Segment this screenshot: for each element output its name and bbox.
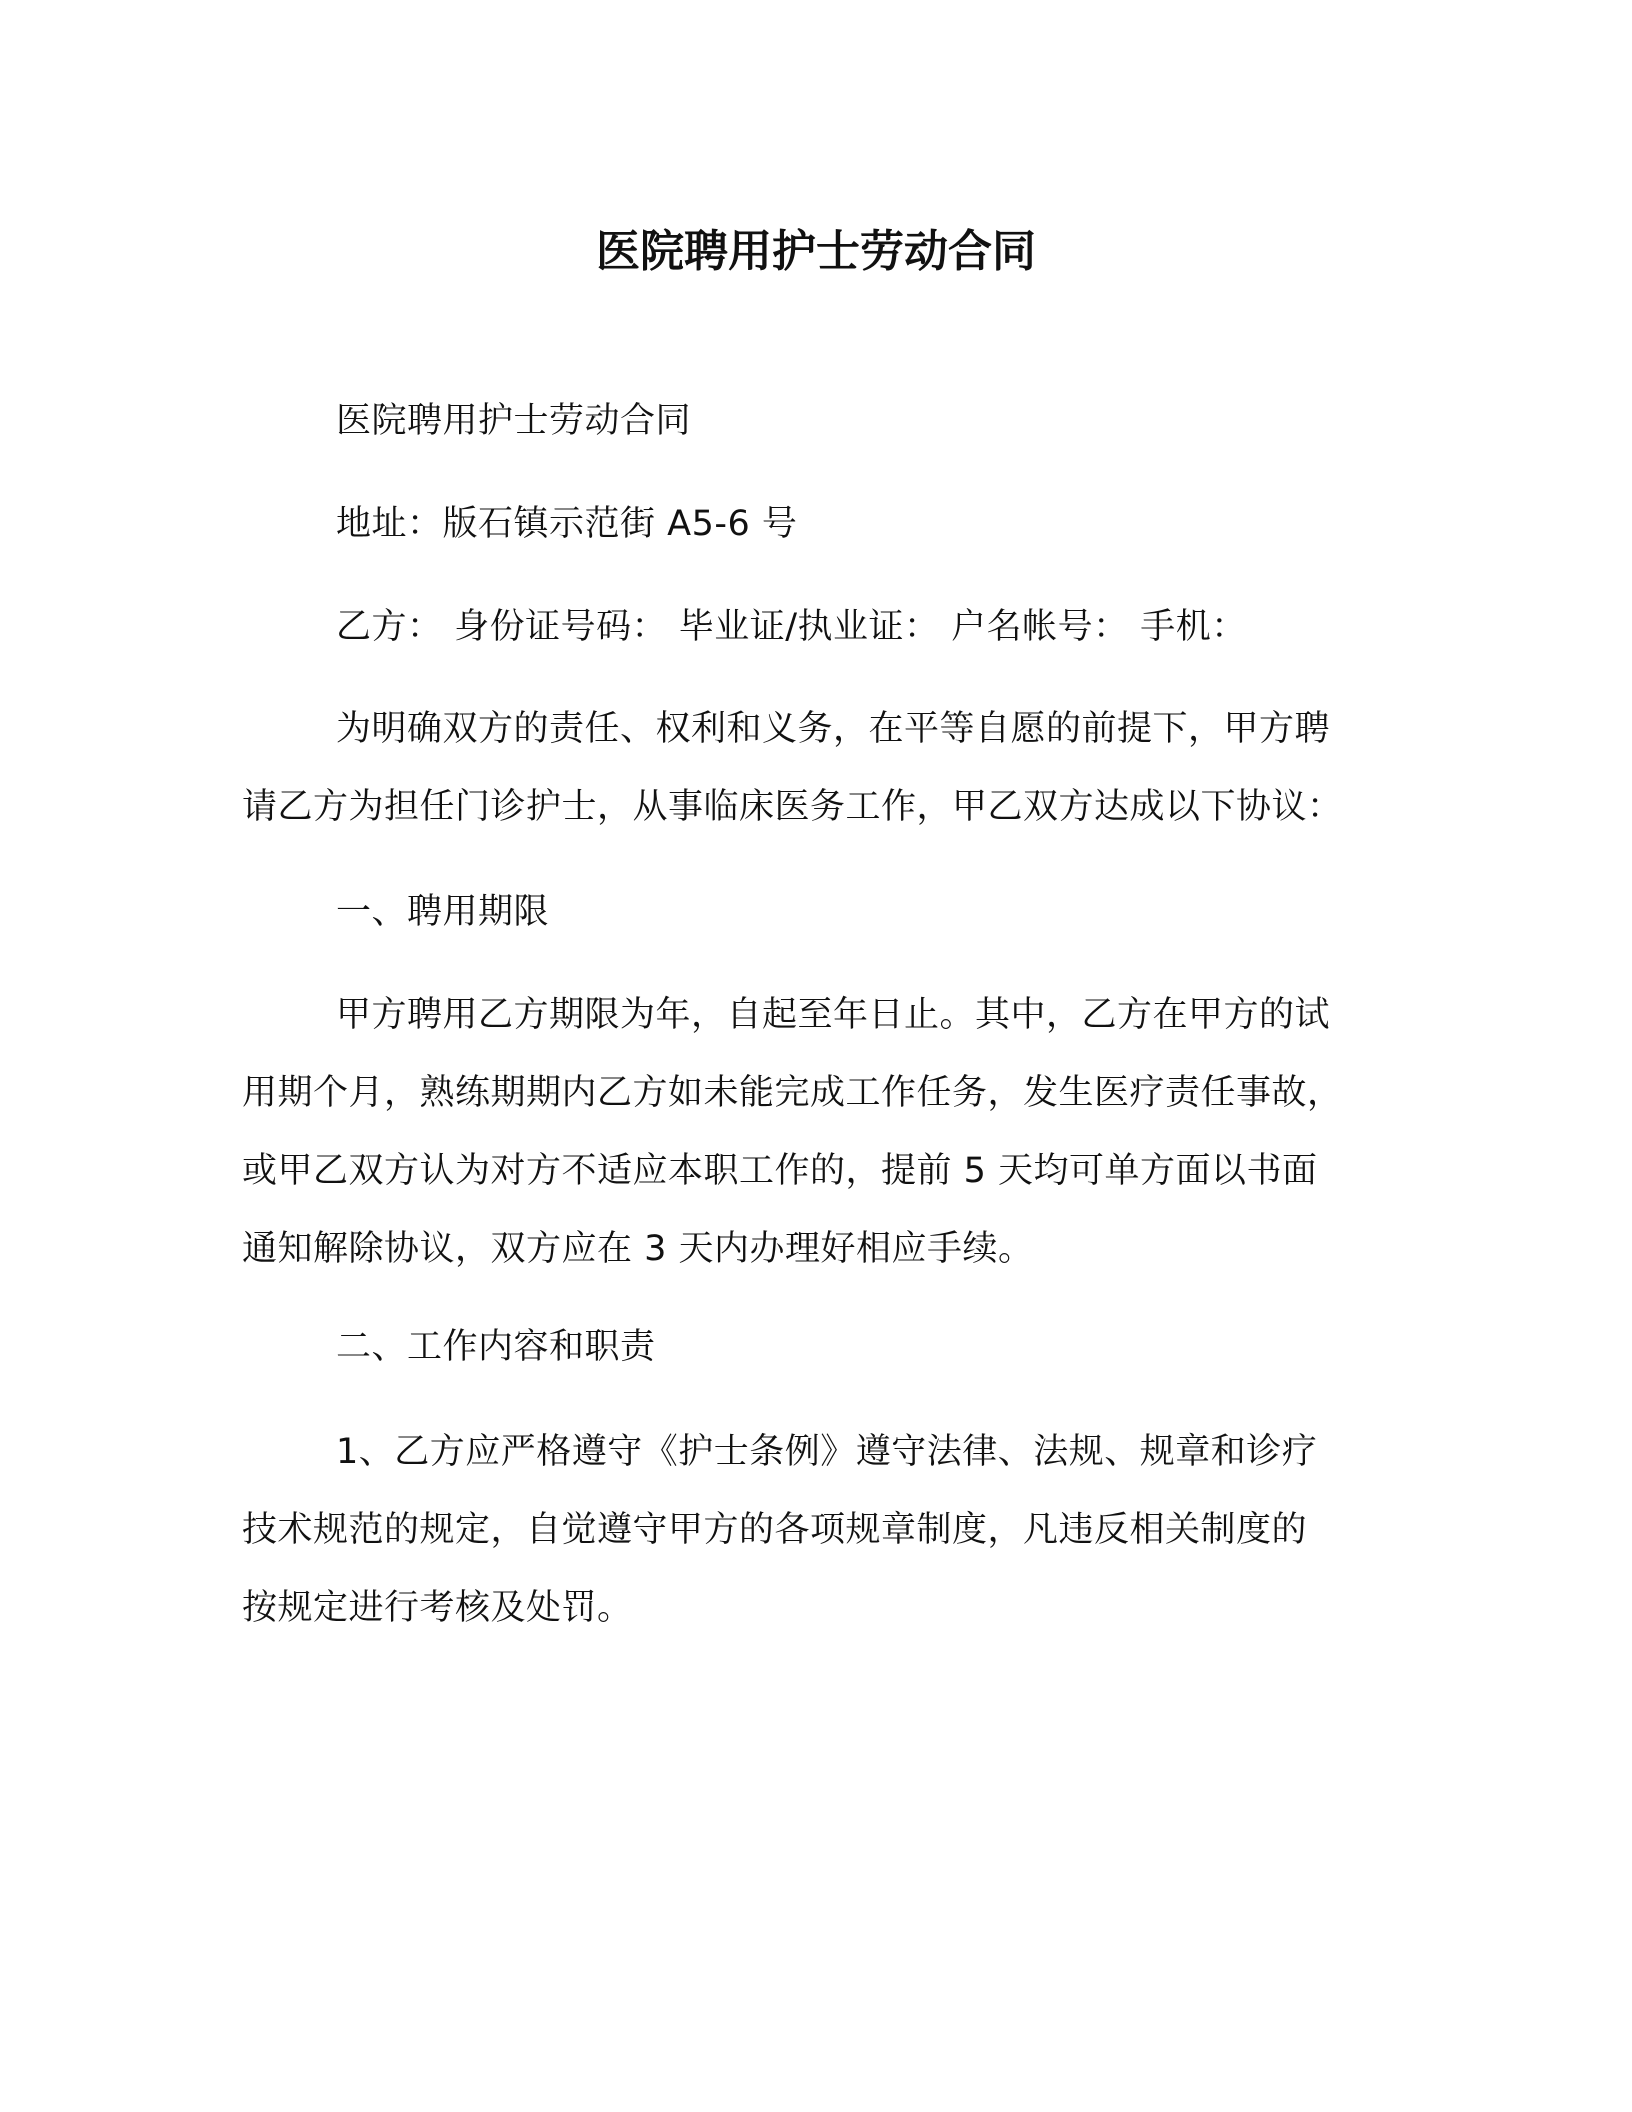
intro-line: 为明确双方的责任、权利和义务，在平等自愿的前提下，甲方聘 xyxy=(336,709,1331,749)
section-2-item-1-line: 按规定进行考核及处罚。 xyxy=(242,1588,633,1628)
section-1-heading-line: 一、聘用期限 xyxy=(336,892,550,932)
party-b-paragraph xyxy=(242,588,1392,666)
section-1-line: 甲方聘用乙方期限为年，自起至年日止。其中，乙方在甲方的试 xyxy=(336,995,1331,1035)
section-2-heading xyxy=(242,1308,1392,1386)
address-paragraph xyxy=(242,485,1392,563)
section-1-line: 或甲乙双方认为对方不适应本职工作的，提前 5 天均可单方面以书面 xyxy=(242,1151,1318,1191)
section-2-heading-line: 二、工作内容和职责 xyxy=(336,1327,656,1367)
section-1-line: 通知解除协议，双方应在 3 天内办理好相应手续。 xyxy=(242,1229,1034,1269)
section-2-item-1-line: 技术规范的规定，自觉遵守甲方的各项规章制度，凡违反相关制度的 xyxy=(242,1510,1308,1550)
document-subtitle xyxy=(242,382,1392,460)
section-1-heading xyxy=(242,873,1392,951)
section-2-item-1-line: 1、乙方应严格遵守《护士条例》遵守法律、法规、规章和诊疗 xyxy=(336,1432,1318,1472)
party-b-line: 乙方： 身份证号码： 毕业证/执业证： 户名帐号： 手机： xyxy=(336,607,1247,647)
subtitle-line: 医院聘用护士劳动合同 xyxy=(336,401,692,441)
section-1-line: 用期个月，熟练期期内乙方如未能完成工作任务，发生医疗责任事故， xyxy=(242,1073,1343,1113)
section-1-paragraph xyxy=(242,976,1392,1288)
address-line: 地址：版石镇示范街 A5-6 号 xyxy=(336,504,798,544)
intro-line: 请乙方为担任门诊护士，从事临床医务工作，甲乙双方达成以下协议： xyxy=(242,787,1343,827)
section-2-item-1-paragraph xyxy=(242,1413,1392,1647)
document-title: 医院聘用护士劳动合同 xyxy=(596,226,1036,277)
intro-paragraph xyxy=(242,690,1392,846)
